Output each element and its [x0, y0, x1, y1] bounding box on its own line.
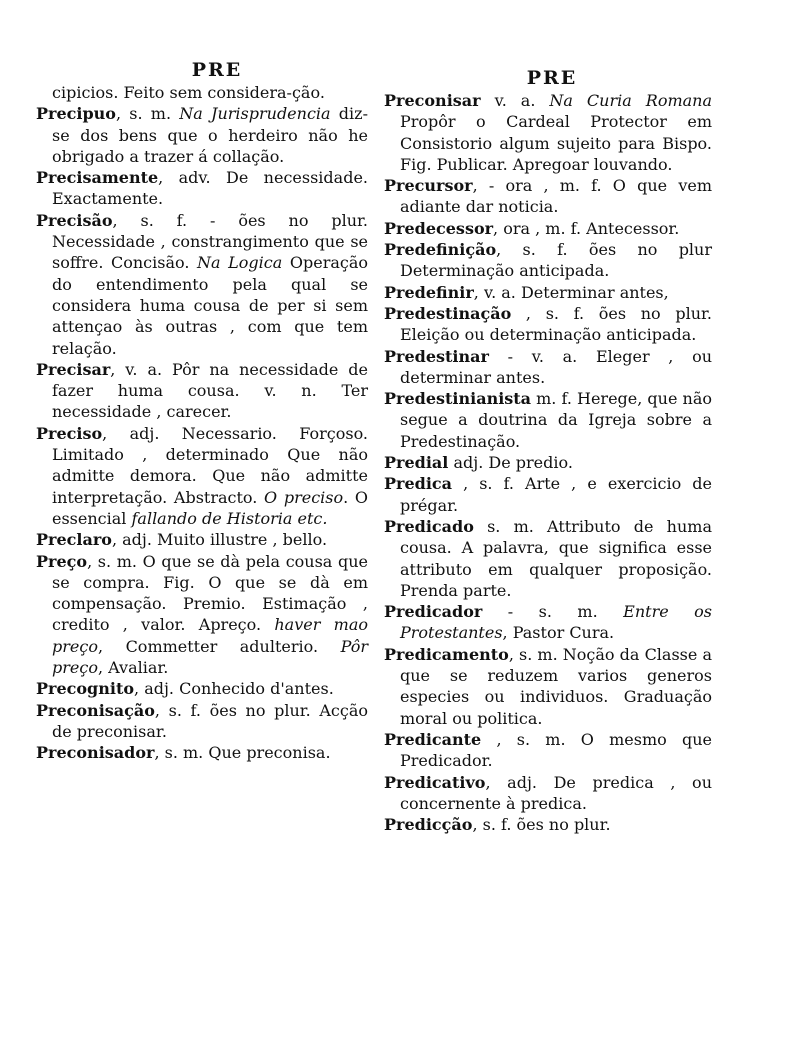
entry-text: , s. f. ões no plur. [472, 815, 611, 835]
entry-text: , adj. Conhecido d'antes. [134, 679, 334, 699]
entry-text: , s. f. - ões no plur. Necessidade , constrangimento que se soffre. Concisão. [52, 210, 368, 273]
entry-text: , s. m. [115, 104, 180, 124]
entry-headword: Preconisação [36, 700, 155, 720]
dictionary-entry [36, 210, 368, 359]
dictionary-entry [384, 729, 712, 772]
dictionary-entry [384, 346, 712, 389]
dictionary-entry [384, 772, 712, 815]
entry-text: s. m. Attributo de huma cousa. A palavra, que significa esse attributo em qualquer proposição. Prenda parte. [400, 516, 712, 600]
entry-text: , v. a. Determinar antes, [473, 282, 669, 302]
entry-headword: Predicado [384, 516, 474, 536]
entry-headword: Predestinianista [384, 389, 532, 409]
entry-text: , Pastor Cura. [502, 623, 615, 643]
entry-headword: Preconisador [36, 743, 155, 763]
entry-headword: Precursor [384, 176, 473, 196]
entry-headword: Precisamente [36, 168, 159, 188]
dictionary-entry [36, 167, 368, 210]
dictionary-entry [384, 814, 712, 835]
entry-headword: Predefinição [384, 240, 497, 260]
dictionary-entry [384, 282, 712, 303]
dictionary-entry [384, 516, 712, 601]
entry-italic-text: fallando de Historia etc. [131, 508, 328, 528]
dictionary-entry [384, 303, 712, 346]
dictionary-entry [384, 473, 712, 516]
entry-headword: Precipuo [36, 104, 116, 124]
dictionary-entry [36, 678, 368, 699]
entry-text: , s. f. ões no plur. Acção de preconisar. [52, 700, 368, 741]
dictionary-entry [36, 103, 368, 167]
entry-text: m. f. Herege, que não segue a doutrina da Igreja sobre a Predestinação. [400, 389, 712, 451]
running-head-left: PRE [191, 59, 243, 81]
entry-text: cipicios. Feito sem considera-ção. [52, 83, 325, 102]
entry-headword: Predestinar [384, 346, 489, 366]
entry-headword: Preciso [36, 423, 103, 443]
entry-headword: Predicativo [384, 772, 486, 792]
right-entries [384, 90, 712, 835]
entry-headword: Predica [384, 474, 453, 494]
entry-text: v. a. [480, 91, 550, 110]
entry-headword: Preconisar [384, 91, 481, 110]
entry-text: , s. f. ões no plur. Eleição ou determinação anticipada. [400, 303, 712, 345]
entry-headword: Predial [384, 453, 449, 473]
entry-headword: Predicção [384, 815, 473, 835]
entry-italic-text: Entre os Protestantes [400, 602, 712, 643]
entry-text: , v. a. Pôr na necessidade de fazer huma cousa. v. n. Ter necessidade , carecer. [52, 359, 368, 422]
entry-headword: Precisão [36, 210, 113, 230]
entry-text: , s. m. O que se dà pela cousa que se compra. Fig. O que se dà em compensação. Premio. Estimação , credito , valor. Apreço. [52, 551, 368, 635]
entry-text: , s. m. Que preconisa. [154, 743, 331, 763]
entry-text: , Commetter adulterio. [97, 636, 341, 656]
entry-text: , adj. Necessario. Forçoso. Limitado , determinado Que não admitte demora. Que não admitte interpretação. Abstracto. [52, 423, 368, 507]
entry-text: adj. De predio. [448, 453, 573, 473]
entry-headword: Predicador [384, 602, 483, 622]
entry-text: , s. f. ões no plur Determinação anticipada. [400, 240, 712, 281]
dictionary-entry [384, 601, 712, 644]
entry-text: - s. m. [482, 602, 624, 622]
entry-text: , adv. De necessidade. Exactamente. [52, 168, 368, 209]
dictionary-entry [384, 452, 712, 473]
entry-italic-text: Na Logica [197, 253, 283, 273]
entry-text: . O essencial [52, 487, 369, 528]
entry-text: Operação do entendimento pela qual se considera huma cousa de per si sem attençao às outras , com que tem relação. [52, 253, 369, 358]
dictionary-entry [36, 742, 368, 763]
entry-headword: Preclaro [36, 530, 112, 550]
left-column [36, 58, 368, 764]
entry-text: , adj. De predica , ou concernente à predica. [400, 772, 712, 813]
entry-text: , s. m. Noção da Classe a que se reduzem varios generos especies ou individuos. Graduação moral ou politica. [400, 644, 712, 728]
entry-text: , ora , m. f. Antecessor. [493, 218, 680, 238]
dictionary-entry [36, 359, 368, 423]
dictionary-entry [384, 388, 712, 452]
dictionary-entry [36, 82, 368, 103]
entry-text: , Avaliar. [97, 658, 169, 678]
dictionary-entry [384, 644, 712, 729]
entry-headword: Precognito [36, 679, 135, 699]
dictionary-entry [36, 551, 368, 679]
entry-text: diz-se dos bens que o herdeiro não he obrigado a trazer á collação. [52, 104, 368, 166]
entry-headword: Preço [36, 551, 88, 571]
entry-text: - v. a. Eleger , ou determinar antes. [400, 346, 712, 387]
running-head-right: PRE [526, 67, 578, 89]
entry-headword: Predicante [384, 729, 482, 749]
entry-headword: Predicamento [384, 644, 509, 664]
entry-italic-text: haver mao preço [52, 615, 368, 656]
entry-italic-text: Na Jurisprudencia [179, 104, 331, 124]
entry-italic-text: Pôr preço [52, 636, 368, 678]
right-column [384, 58, 712, 835]
dictionary-entry [36, 529, 368, 550]
dictionary-entry [36, 700, 368, 743]
entry-text: , - ora , m. f. O que vem adiante dar noticia. [400, 176, 712, 217]
entry-text: , adj. Muito illustre , bello. [111, 530, 328, 550]
left-entries [36, 82, 368, 764]
entry-text: , s. m. O mesmo que Predicador. [400, 729, 712, 771]
dictionary-entry [384, 175, 712, 218]
entry-italic-text: O preciso [264, 487, 344, 507]
dictionary-entry [384, 218, 712, 239]
entry-text: Propôr o Cardeal Protector em Consistorio algum sujeito para Bispo. Fig. Publicar. Apregoar louvando. [400, 112, 712, 174]
entry-headword: Predestinação [384, 303, 512, 323]
dictionary-entry [36, 423, 368, 529]
entry-italic-text: Na Curia Romana [549, 91, 713, 110]
entry-text: , s. f. Arte , e exercicio de prégar. [400, 474, 712, 515]
dictionary-entry [384, 90, 712, 175]
entry-headword: Predecessor [384, 218, 494, 238]
entry-headword: Predefinir [384, 282, 474, 302]
entry-headword: Precisar [36, 359, 111, 379]
dictionary-entry [384, 239, 712, 282]
